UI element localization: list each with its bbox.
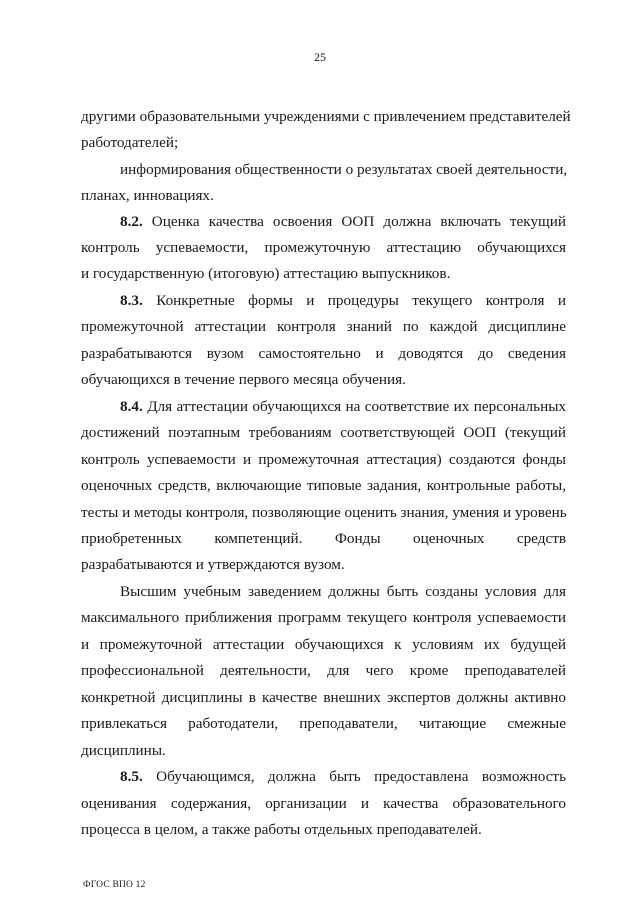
text-line: и промежуточной аттестации обучающихся к условиям их будущей <box>81 636 566 653</box>
text-line: промежуточной аттестации контроля знаний по каждой дисциплине <box>81 318 566 335</box>
section-number: 8.3. <box>120 292 143 309</box>
text-line: приобретенных компетенций. Фонды оценочных средств <box>81 530 566 547</box>
text-line: другими образовательными учреждениями с привлечением представителей <box>81 108 571 125</box>
text-line: достижений поэтапным требованиям соответствующей ООП (текущий <box>81 424 566 441</box>
footer-label: ФГОС ВПО 12 <box>83 880 146 890</box>
section-8-4-first-line: 8.4. Для аттестации обучающихся на соответствие их персональных <box>120 398 566 415</box>
text-line: контроль успеваемости и промежуточная аттестация) создаются фонды <box>81 451 566 468</box>
text-line: Высшим учебным заведением должны быть созданы условия для <box>120 583 566 600</box>
section-number: 8.5. <box>120 768 143 785</box>
text-line: информирования общественности о результатах своей деятельности, <box>120 161 568 178</box>
text-line: процесса в целом, а также работы отдельных преподавателей. <box>81 821 482 838</box>
section-8-5-first-line: 8.5. Обучающимся, должна быть предоставлена возможность <box>120 768 566 785</box>
text-line: разрабатываются и утверждаются вузом. <box>81 556 345 573</box>
section-8-3-first-line: 8.3. Конкретные формы и процедуры текущего контроля и <box>120 292 566 309</box>
text-line: конкретной дисциплины в качестве внешних экспертов должны активно <box>81 689 566 706</box>
text-line: контроль успеваемости, промежуточную аттестацию обучающихся <box>81 239 566 256</box>
text-line: обучающихся в течение первого месяца обучения. <box>81 371 406 388</box>
text-line: максимального приближения программ текущего контроля успеваемости <box>81 609 566 626</box>
text-line: привлекаться работодатели, преподаватели, читающие смежные <box>81 715 566 732</box>
text-line: дисциплины. <box>81 742 166 759</box>
text-line: работодателей; <box>81 134 179 151</box>
section-number: 8.2. <box>120 213 143 230</box>
text-line: разрабатываются вузом самостоятельно и доводятся до сведения <box>81 345 566 362</box>
section-8-2-first-line: 8.2. Оценка качества освоения ООП должна включать текущий <box>120 213 566 230</box>
text-line: профессиональной деятельности, для чего кроме преподавателей <box>81 662 566 679</box>
text-line: оценивания содержания, организации и качества образовательного <box>81 795 566 812</box>
text-line: оценочных средств, включающие типовые задания, контрольные работы, <box>81 477 566 494</box>
text-line: и государственную (итоговую) аттестацию выпускников. <box>81 265 451 282</box>
section-number: 8.4. <box>120 398 143 415</box>
text-line: тесты и методы контроля, позволяющие оценить знания, умения и уровень <box>81 504 567 521</box>
page-number: 25 <box>314 50 326 64</box>
text-line: планах, инновациях. <box>81 187 214 204</box>
